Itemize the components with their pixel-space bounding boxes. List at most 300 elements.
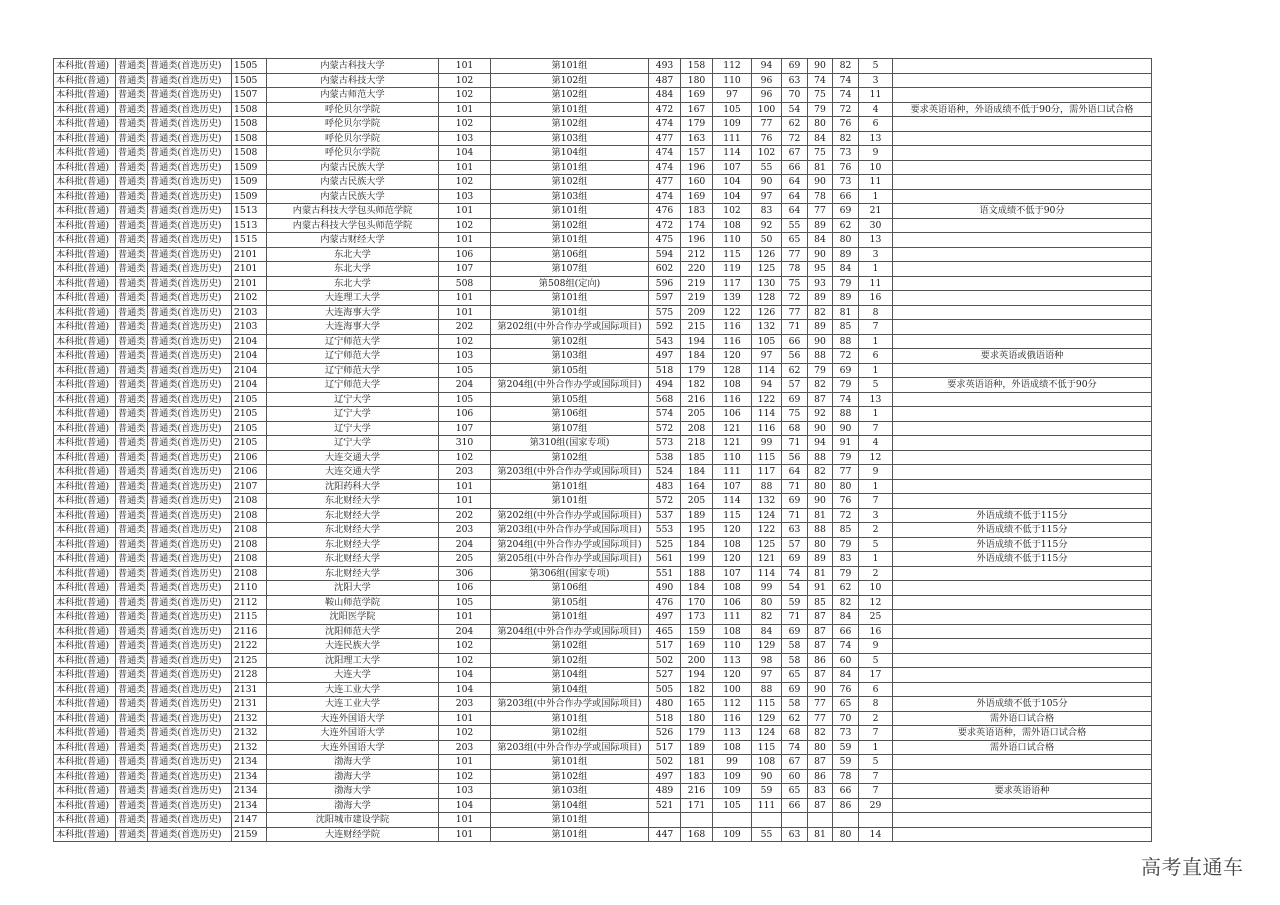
score-3-cell: 99	[752, 581, 782, 596]
batch-cell: 本科批(普通)	[54, 117, 116, 132]
score-4-cell: 56	[782, 349, 808, 364]
score-1-cell: 173	[681, 610, 713, 625]
batch-cell: 本科批(普通)	[54, 740, 116, 755]
table-row	[54, 73, 1152, 88]
batch-cell: 本科批(普通)	[54, 581, 116, 596]
rank-cell: 10	[859, 160, 893, 175]
total-score-cell: 518	[649, 363, 681, 378]
batch-cell: 本科批(普通)	[54, 682, 116, 697]
remark-cell	[893, 247, 1152, 262]
remark-cell	[893, 827, 1152, 842]
group-name-cell: 第101组	[491, 291, 649, 306]
school-code-cell: 2105	[232, 407, 267, 422]
score-1-cell: 179	[681, 363, 713, 378]
table-row	[54, 421, 1152, 436]
rank-cell: 4	[859, 102, 893, 117]
score-5-cell: 87	[808, 610, 833, 625]
score-1-cell: 179	[681, 117, 713, 132]
table-row	[54, 508, 1152, 523]
batch-cell: 本科批(普通)	[54, 508, 116, 523]
score-2-cell: 122	[713, 305, 752, 320]
score-1-cell: 169	[681, 639, 713, 654]
score-5-cell: 95	[808, 262, 833, 277]
school-name-cell: 大连工业大学	[267, 682, 439, 697]
score-5-cell: 92	[808, 407, 833, 422]
group-code-cell: 102	[439, 117, 491, 132]
table-row	[54, 566, 1152, 581]
group-code-cell: 205	[439, 552, 491, 567]
batch-cell: 本科批(普通)	[54, 189, 116, 204]
subject-type-cell: 普通类(首选历史)	[148, 523, 232, 538]
group-code-cell: 107	[439, 262, 491, 277]
subject-type-cell: 普通类(首选历史)	[148, 407, 232, 422]
score-4-cell: 58	[782, 653, 808, 668]
score-6-cell: 72	[833, 508, 859, 523]
category-cell: 普通类	[116, 233, 148, 248]
category-cell: 普通类	[116, 581, 148, 596]
school-name-cell: 内蒙古科技大学	[267, 73, 439, 88]
score-6-cell	[833, 813, 859, 828]
batch-cell: 本科批(普通)	[54, 175, 116, 190]
table-row	[54, 581, 1152, 596]
score-4-cell: 67	[782, 755, 808, 770]
score-2-cell: 112	[713, 59, 752, 74]
score-3-cell: 129	[752, 639, 782, 654]
remark-cell	[893, 363, 1152, 378]
rank-cell: 1	[859, 189, 893, 204]
category-cell: 普通类	[116, 247, 148, 262]
total-score-cell: 480	[649, 697, 681, 712]
remark-cell: 语文成绩不低于90分	[893, 204, 1152, 219]
rank-cell: 12	[859, 595, 893, 610]
batch-cell: 本科批(普通)	[54, 494, 116, 509]
group-name-cell: 第508组(定向)	[491, 276, 649, 291]
score-5-cell: 75	[808, 146, 833, 161]
school-code-cell: 2104	[232, 349, 267, 364]
rank-cell: 30	[859, 218, 893, 233]
batch-cell: 本科批(普通)	[54, 479, 116, 494]
score-3-cell: 122	[752, 523, 782, 538]
group-name-cell: 第104组	[491, 798, 649, 813]
table-row	[54, 291, 1152, 306]
school-code-cell: 2132	[232, 726, 267, 741]
batch-cell: 本科批(普通)	[54, 131, 116, 146]
batch-cell: 本科批(普通)	[54, 450, 116, 465]
school-code-cell: 2134	[232, 798, 267, 813]
group-name-cell: 第107组	[491, 421, 649, 436]
category-cell: 普通类	[116, 552, 148, 567]
score-2-cell: 120	[713, 668, 752, 683]
score-4-cell: 69	[782, 624, 808, 639]
score-5-cell: 90	[808, 334, 833, 349]
table-row	[54, 378, 1152, 393]
score-5-cell: 86	[808, 653, 833, 668]
batch-cell: 本科批(普通)	[54, 523, 116, 538]
score-4-cell: 74	[782, 566, 808, 581]
remark-cell	[893, 407, 1152, 422]
batch-cell: 本科批(普通)	[54, 73, 116, 88]
batch-cell: 本科批(普通)	[54, 160, 116, 175]
score-2-cell: 109	[713, 117, 752, 132]
score-4-cell: 57	[782, 537, 808, 552]
score-5-cell: 89	[808, 320, 833, 335]
rank-cell	[859, 813, 893, 828]
score-6-cell: 77	[833, 465, 859, 480]
school-code-cell: 1509	[232, 175, 267, 190]
subject-type-cell: 普通类(首选历史)	[148, 610, 232, 625]
batch-cell: 本科批(普通)	[54, 769, 116, 784]
score-4-cell: 69	[782, 59, 808, 74]
rank-cell: 3	[859, 508, 893, 523]
school-name-cell: 大连理工大学	[267, 291, 439, 306]
score-3-cell: 94	[752, 59, 782, 74]
score-4-cell: 60	[782, 769, 808, 784]
score-4-cell: 78	[782, 262, 808, 277]
group-name-cell: 第202组(中外合作办学或国际项目)	[491, 508, 649, 523]
school-name-cell: 渤海大学	[267, 769, 439, 784]
group-name-cell: 第102组	[491, 175, 649, 190]
total-score-cell: 602	[649, 262, 681, 277]
score-4-cell: 75	[782, 276, 808, 291]
school-code-cell: 2110	[232, 581, 267, 596]
rank-cell: 11	[859, 175, 893, 190]
category-cell: 普通类	[116, 450, 148, 465]
score-2-cell: 114	[713, 146, 752, 161]
group-code-cell: 102	[439, 218, 491, 233]
score-3-cell: 100	[752, 102, 782, 117]
table-row	[54, 117, 1152, 132]
score-3-cell: 97	[752, 668, 782, 683]
batch-cell: 本科批(普通)	[54, 204, 116, 219]
group-code-cell: 106	[439, 407, 491, 422]
rank-cell: 1	[859, 740, 893, 755]
score-4-cell: 65	[782, 233, 808, 248]
school-code-cell: 2112	[232, 595, 267, 610]
table-row	[54, 131, 1152, 146]
table-row	[54, 523, 1152, 538]
score-3-cell: 116	[752, 421, 782, 436]
score-1-cell: 158	[681, 59, 713, 74]
score-3-cell: 114	[752, 566, 782, 581]
subject-type-cell: 普通类(首选历史)	[148, 494, 232, 509]
school-code-cell: 2105	[232, 436, 267, 451]
score-3-cell: 96	[752, 88, 782, 103]
group-code-cell: 105	[439, 363, 491, 378]
subject-type-cell: 普通类(首选历史)	[148, 653, 232, 668]
rank-cell: 9	[859, 639, 893, 654]
score-1-cell: 205	[681, 407, 713, 422]
batch-cell: 本科批(普通)	[54, 639, 116, 654]
group-name-cell: 第102组	[491, 450, 649, 465]
group-name-cell: 第102组	[491, 88, 649, 103]
score-3-cell: 126	[752, 247, 782, 262]
table-row	[54, 102, 1152, 117]
rank-cell: 1	[859, 479, 893, 494]
school-code-cell: 2107	[232, 479, 267, 494]
score-2-cell: 107	[713, 566, 752, 581]
score-4-cell: 57	[782, 378, 808, 393]
subject-type-cell: 普通类(首选历史)	[148, 334, 232, 349]
group-code-cell: 102	[439, 639, 491, 654]
remark-cell: 外语成绩不低于115分	[893, 523, 1152, 538]
school-code-cell: 2134	[232, 755, 267, 770]
school-name-cell: 沈阳理工大学	[267, 653, 439, 668]
score-5-cell: 87	[808, 798, 833, 813]
category-cell: 普通类	[116, 378, 148, 393]
school-code-cell: 1513	[232, 204, 267, 219]
subject-type-cell: 普通类(首选历史)	[148, 378, 232, 393]
school-name-cell: 大连工业大学	[267, 697, 439, 712]
total-score-cell: 474	[649, 117, 681, 132]
score-2-cell: 110	[713, 73, 752, 88]
score-6-cell: 89	[833, 291, 859, 306]
score-6-cell: 84	[833, 262, 859, 277]
school-name-cell: 呼伦贝尔学院	[267, 117, 439, 132]
score-6-cell: 69	[833, 363, 859, 378]
score-3-cell: 124	[752, 508, 782, 523]
subject-type-cell: 普通类(首选历史)	[148, 349, 232, 364]
score-2-cell: 108	[713, 537, 752, 552]
total-score-cell: 476	[649, 204, 681, 219]
score-2-cell: 109	[713, 784, 752, 799]
total-score-cell: 465	[649, 624, 681, 639]
group-code-cell: 107	[439, 421, 491, 436]
group-code-cell: 104	[439, 798, 491, 813]
group-name-cell: 第105组	[491, 595, 649, 610]
score-3-cell: 92	[752, 218, 782, 233]
school-name-cell: 大连海事大学	[267, 320, 439, 335]
score-5-cell: 77	[808, 697, 833, 712]
group-code-cell: 104	[439, 668, 491, 683]
school-name-cell: 呼伦贝尔学院	[267, 102, 439, 117]
table-row	[54, 262, 1152, 277]
school-name-cell: 辽宁大学	[267, 436, 439, 451]
total-score-cell: 475	[649, 233, 681, 248]
group-name-cell: 第105组	[491, 363, 649, 378]
score-1-cell: 163	[681, 131, 713, 146]
score-2-cell: 116	[713, 334, 752, 349]
group-code-cell: 106	[439, 247, 491, 262]
score-4-cell: 71	[782, 610, 808, 625]
group-name-cell: 第106组	[491, 581, 649, 596]
score-1-cell: 184	[681, 537, 713, 552]
score-1-cell: 160	[681, 175, 713, 190]
score-2-cell: 117	[713, 276, 752, 291]
category-cell: 普通类	[116, 784, 148, 799]
remark-cell	[893, 218, 1152, 233]
score-4-cell: 58	[782, 639, 808, 654]
rank-cell: 1	[859, 407, 893, 422]
score-1-cell: 218	[681, 436, 713, 451]
group-name-cell: 第102组	[491, 726, 649, 741]
score-5-cell: 89	[808, 291, 833, 306]
remark-cell	[893, 291, 1152, 306]
score-3-cell: 125	[752, 537, 782, 552]
score-1-cell: 181	[681, 755, 713, 770]
score-2-cell: 115	[713, 508, 752, 523]
batch-cell: 本科批(普通)	[54, 276, 116, 291]
group-code-cell: 102	[439, 175, 491, 190]
score-5-cell: 82	[808, 465, 833, 480]
score-6-cell: 66	[833, 189, 859, 204]
school-code-cell: 2101	[232, 247, 267, 262]
score-3-cell: 114	[752, 363, 782, 378]
score-5-cell: 90	[808, 421, 833, 436]
rank-cell: 4	[859, 436, 893, 451]
school-code-cell: 2108	[232, 566, 267, 581]
category-cell: 普通类	[116, 305, 148, 320]
group-code-cell: 310	[439, 436, 491, 451]
score-6-cell: 80	[833, 479, 859, 494]
score-6-cell: 79	[833, 537, 859, 552]
group-code-cell: 203	[439, 523, 491, 538]
category-cell: 普通类	[116, 334, 148, 349]
score-2-cell: 110	[713, 233, 752, 248]
score-1-cell: 196	[681, 233, 713, 248]
category-cell: 普通类	[116, 436, 148, 451]
score-5-cell: 81	[808, 566, 833, 581]
rank-cell: 29	[859, 798, 893, 813]
score-5-cell: 85	[808, 595, 833, 610]
remark-cell: 要求英语或俄语语种	[893, 349, 1152, 364]
group-name-cell: 第203组(中外合作办学或国际项目)	[491, 697, 649, 712]
score-3-cell: 96	[752, 73, 782, 88]
score-4-cell: 64	[782, 465, 808, 480]
category-cell: 普通类	[116, 769, 148, 784]
total-score-cell: 596	[649, 276, 681, 291]
category-cell: 普通类	[116, 204, 148, 219]
score-1-cell: 208	[681, 421, 713, 436]
score-4-cell: 63	[782, 827, 808, 842]
group-code-cell: 106	[439, 581, 491, 596]
remark-cell	[893, 769, 1152, 784]
group-code-cell: 105	[439, 392, 491, 407]
school-code-cell: 1507	[232, 88, 267, 103]
category-cell: 普通类	[116, 508, 148, 523]
total-score-cell: 543	[649, 334, 681, 349]
group-code-cell: 101	[439, 305, 491, 320]
score-5-cell: 81	[808, 160, 833, 175]
score-3-cell: 88	[752, 682, 782, 697]
group-code-cell: 101	[439, 813, 491, 828]
rank-cell: 5	[859, 653, 893, 668]
total-score-cell: 477	[649, 131, 681, 146]
total-score-cell: 484	[649, 88, 681, 103]
score-4-cell: 74	[782, 740, 808, 755]
table-row	[54, 233, 1152, 248]
school-name-cell: 呼伦贝尔学院	[267, 131, 439, 146]
group-name-cell: 第204组(中外合作办学或国际项目)	[491, 378, 649, 393]
remark-cell	[893, 639, 1152, 654]
category-cell: 普通类	[116, 740, 148, 755]
total-score-cell: 518	[649, 711, 681, 726]
score-6-cell: 69	[833, 204, 859, 219]
score-5-cell: 79	[808, 363, 833, 378]
table-row	[54, 334, 1152, 349]
school-name-cell: 内蒙古科技大学包头师范学院	[267, 204, 439, 219]
rank-cell: 11	[859, 276, 893, 291]
total-score-cell: 476	[649, 595, 681, 610]
score-4-cell: 71	[782, 320, 808, 335]
subject-type-cell: 普通类(首选历史)	[148, 204, 232, 219]
score-5-cell: 80	[808, 479, 833, 494]
score-5-cell: 80	[808, 740, 833, 755]
score-2-cell: 97	[713, 88, 752, 103]
school-code-cell: 1508	[232, 131, 267, 146]
group-code-cell: 101	[439, 160, 491, 175]
score-3-cell: 50	[752, 233, 782, 248]
score-2-cell: 109	[713, 769, 752, 784]
group-name-cell: 第102组	[491, 218, 649, 233]
group-name-cell: 第101组	[491, 233, 649, 248]
remark-cell	[893, 160, 1152, 175]
subject-type-cell: 普通类(首选历史)	[148, 73, 232, 88]
table-row	[54, 755, 1152, 770]
score-1-cell: 169	[681, 88, 713, 103]
subject-type-cell: 普通类(首选历史)	[148, 59, 232, 74]
score-5-cell: 90	[808, 59, 833, 74]
watermark-text: 高考直通车	[1141, 855, 1244, 879]
group-name-cell: 第106组	[491, 407, 649, 422]
score-1-cell: 183	[681, 204, 713, 219]
rank-cell: 13	[859, 233, 893, 248]
school-code-cell: 2122	[232, 639, 267, 654]
remark-cell	[893, 146, 1152, 161]
category-cell: 普通类	[116, 363, 148, 378]
school-code-cell: 2106	[232, 465, 267, 480]
remark-cell	[893, 175, 1152, 190]
subject-type-cell: 普通类(首选历史)	[148, 798, 232, 813]
category-cell: 普通类	[116, 624, 148, 639]
group-name-cell: 第101组	[491, 102, 649, 117]
school-code-cell: 1509	[232, 189, 267, 204]
score-5-cell: 94	[808, 436, 833, 451]
remark-cell	[893, 233, 1152, 248]
remark-cell	[893, 479, 1152, 494]
batch-cell: 本科批(普通)	[54, 349, 116, 364]
rank-cell: 6	[859, 349, 893, 364]
subject-type-cell: 普通类(首选历史)	[148, 668, 232, 683]
table-row	[54, 552, 1152, 567]
school-name-cell: 沈阳医学院	[267, 610, 439, 625]
remark-cell	[893, 117, 1152, 132]
group-name-cell: 第104组	[491, 682, 649, 697]
score-5-cell: 87	[808, 755, 833, 770]
table-row	[54, 407, 1152, 422]
score-5-cell: 82	[808, 726, 833, 741]
group-code-cell: 105	[439, 595, 491, 610]
table-row	[54, 305, 1152, 320]
school-code-cell: 2101	[232, 276, 267, 291]
score-1-cell: 183	[681, 769, 713, 784]
score-4-cell: 63	[782, 73, 808, 88]
score-3-cell: 132	[752, 494, 782, 509]
remark-cell: 外语成绩不低于115分	[893, 552, 1152, 567]
group-code-cell: 103	[439, 349, 491, 364]
remark-cell	[893, 189, 1152, 204]
rank-cell: 13	[859, 131, 893, 146]
score-6-cell: 79	[833, 450, 859, 465]
total-score-cell: 502	[649, 755, 681, 770]
category-cell: 普通类	[116, 160, 148, 175]
score-2-cell: 108	[713, 740, 752, 755]
school-name-cell: 东北财经大学	[267, 508, 439, 523]
group-code-cell: 101	[439, 494, 491, 509]
category-cell: 普通类	[116, 392, 148, 407]
score-2-cell: 119	[713, 262, 752, 277]
group-name-cell: 第306组(国家专项)	[491, 566, 649, 581]
school-code-cell: 1505	[232, 59, 267, 74]
